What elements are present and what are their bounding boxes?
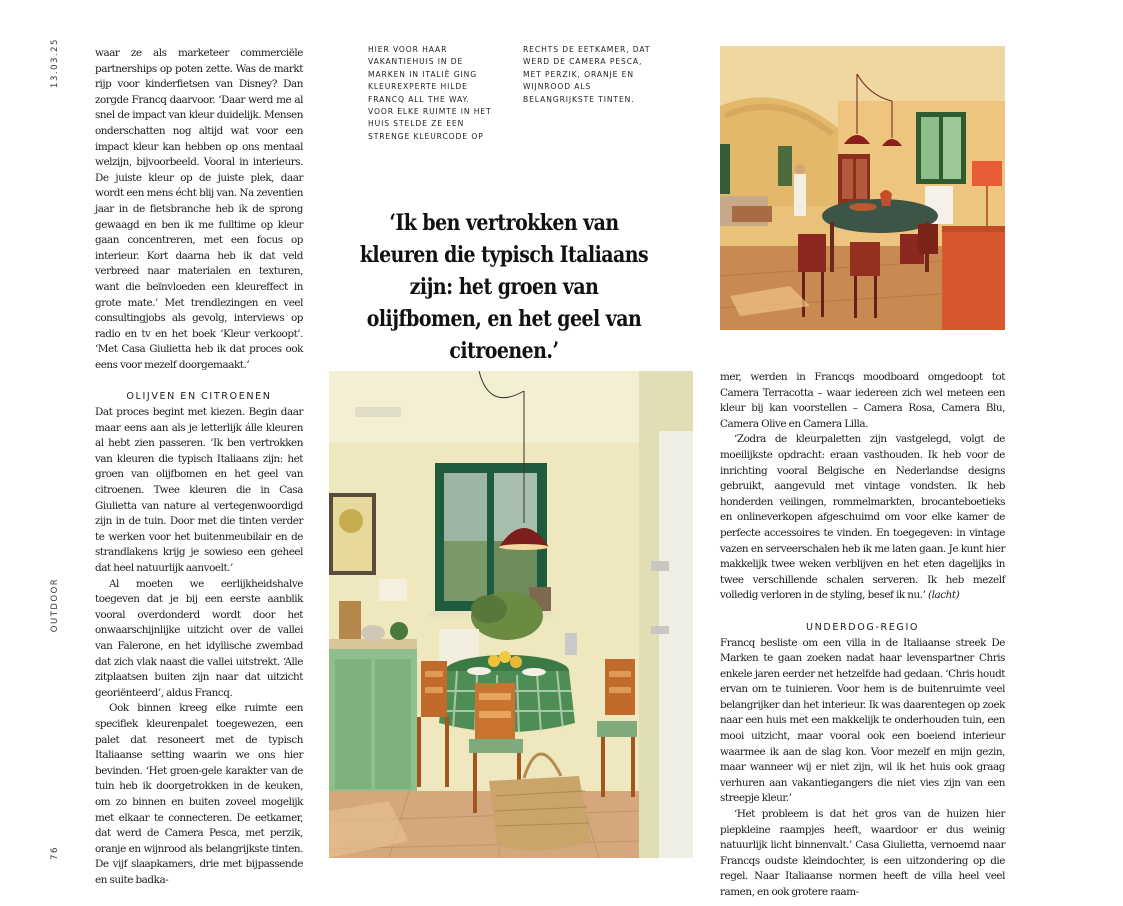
subheading: UNDERDOG-REGIO xyxy=(805,621,920,633)
paragraph xyxy=(720,432,1005,604)
page-number: 76 xyxy=(50,846,60,860)
article-column-left xyxy=(95,46,303,888)
pull-quote: ‘Ik ben vertrokken van kleuren die typisch Italiaans zijn: het groen van olijfbomen, en het geel van citroenen.’ xyxy=(359,210,649,364)
subheading: OLIJVEN EN CITROENEN xyxy=(126,391,272,403)
article-column-right xyxy=(720,370,1005,901)
caption-right: RECHTS DE EETKAMER, DAT WERD DE CAMERA PESCA, MET PERZIK, ORANJE EN WIJNROOD ALS BELANGRIJKSTE TINTEN. xyxy=(523,45,651,104)
paragraph: Al moeten we eerlijkheidshalve toegeven dat je bij een eerste aanblik vooral overdonderd wordt door het onwaarschijnlijke uitzicht over de vallei van Falerone, en het idyllische zwembad dat zich vlak naast die vallei uitstrekt. ‘Alle zitplaatsen buiten zijn naar dat uitzicht georiënteerd’, aldus Francq. xyxy=(95,577,303,699)
paragraph: waar ze als marketeer commerciële partnerships op poten zette. Was de markt rijp voor kinderfietsen van Disney? Dan zorgde Francq daarvoor. ‘Daar werd me al snel de impact van kleur duidelijk. Mensen onderschatten nog altijd wat voor een impact kleur kan hebben op ons mentaal welzijn, bijvoorbeeld. Vooral in interieurs. De juiste kleur op de juiste plek, daar wordt een mens écht blij van. Na zeventien jaar in de fietsbranche heb ik de sprong gewaagd en ben ik me fulltime op kleur gaan concentreren, met een focus op interieur. Kort daarna heb ik dat veld verbreed naar materialen en texturen, want die beïnvloeden een kleureffect in grote mate.’ Met trendlezingen en veel consultingjobs als gevolg, interviews op radio en tv en het boek ‘Kleur verkoopt’. ‘Met Casa Giulietta heb ik dat proces ook eens voor mezelf doorgemaakt.’ xyxy=(95,47,303,371)
section-label: OUTDOOR xyxy=(50,577,60,633)
kitchen-photo xyxy=(329,371,693,858)
caption-left: HIER VOOR HAAR VAKANTIEHUIS IN DE MARKEN IN ITALIË GING KLEUREXPERTE HILDE FRANCQ ALL THE WAY. VOOR ELKE RUIMTE IN HET HUIS STELDE ZE EEN STRENGE KLEURCODE OP xyxy=(368,45,492,141)
paragraph: Dat proces begint met kiezen. Begin daar maar eens aan als je letterlijk álle kleuren al hebt zien passeren. ‘Ik ben vertrokken van kleuren die typisch Italiaans zijn: het groen van olijfbomen en het geel van citroenen. Twee kleuren die in Casa Giulietta van nature al vertegenwoordigd zijn in de tuin. Door met die tinten verder te werken voor het buitenmeubilair en de strandlakens krijg je sowieso een geheel dat heel natuurlijk aanvoelt.’ xyxy=(95,406,303,574)
issue-date: 13.03.25 xyxy=(50,38,60,88)
paragraph: mer, werden in Francqs moodboard omgedoopt tot Camera Terracotta – waar iedereen zich wel meteen een kleur bij kan voorstellen – Camera Rosa, Camera Blu, Camera Olive en Camera Lilla. xyxy=(720,371,1005,430)
paragraph: Francq besliste om een villa in de Italiaanse streek De Marken te gaan zoeken nadat haar levenspartner Chris enkele jaren eerder net hetzelfde had gedaan. ‘Chris houdt ervan om te tuinieren. Voor hem is de buitenruimte veel belangrijker dan het interieur. Ik was daarentegen op zoek naar een huis met een makkelijk te onderhouden tuin, een mooi uitzicht, maar vooral ook een boeiend interieur waarmee ik aan de slag kon. Voor mezelf en mijn gezin, maar wanneer wij er niet zijn, wil ik het huis ook graag verhuren aan vakantiegangers die niet vies zijn van een streepje kleur.’ xyxy=(720,636,1005,805)
paragraph: ‘Het probleem is dat het gros van de huizen hier piepkleine raampjes heeft, waardoor er dus weinig natuurlijk licht binnenvalt.’ Casa Giulietta, vernoemd naar Francqs oudste kleindochter, is een uitzondering op die regel. Naar Italiaanse normen heeft de villa heel veel ramen, en ook grotere raam- xyxy=(720,808,1005,898)
paragraph: Ook binnen kreeg elke ruimte een specifiek kleurenpalet toegewezen, een palet dat resoneert met de typisch Italiaanse setting waarin we ons hier bevinden. ‘Het groen-gele karakter van de tuin heb ik doorgetrokken in de keuken, om zo binnen en buiten zoveel mogelijk met elkaar te connecteren. De eetkamer, dat werd de Camera Pesca, met perzik, oranje en wijnrood als belangrijkste tinten. De vijf slaapkamers, drie met bijpassende en suite badka- xyxy=(95,702,303,886)
paragraph-text: ‘Zodra de kleurpaletten zijn vastgelegd, volgt de moeilijkste opdracht: eraan vasthouden. Ik heb voor de inrichting vooral Belgische en Nederlandse designs gebruikt, aangevuld met vintage vondsten. Ik heb honderden veilingen, rommelmarkten, brocanteboetieks en onlineverkopen afgeschuimd om voor elke kamer de perfecte accessoires te vinden. En toegegeven: in vintage vazen en serveerschalen heb ik me laten gaan. Je kunt hier makkelijk twee weken verblijven en het eten dagelijks in twee verschillende schalen serveren. Ik heb mezelf volledig verloren in de styling, besef ik nu.’ xyxy=(720,433,1005,602)
dining-room-photo xyxy=(720,46,1005,330)
aside-note: (lacht) xyxy=(928,589,960,602)
